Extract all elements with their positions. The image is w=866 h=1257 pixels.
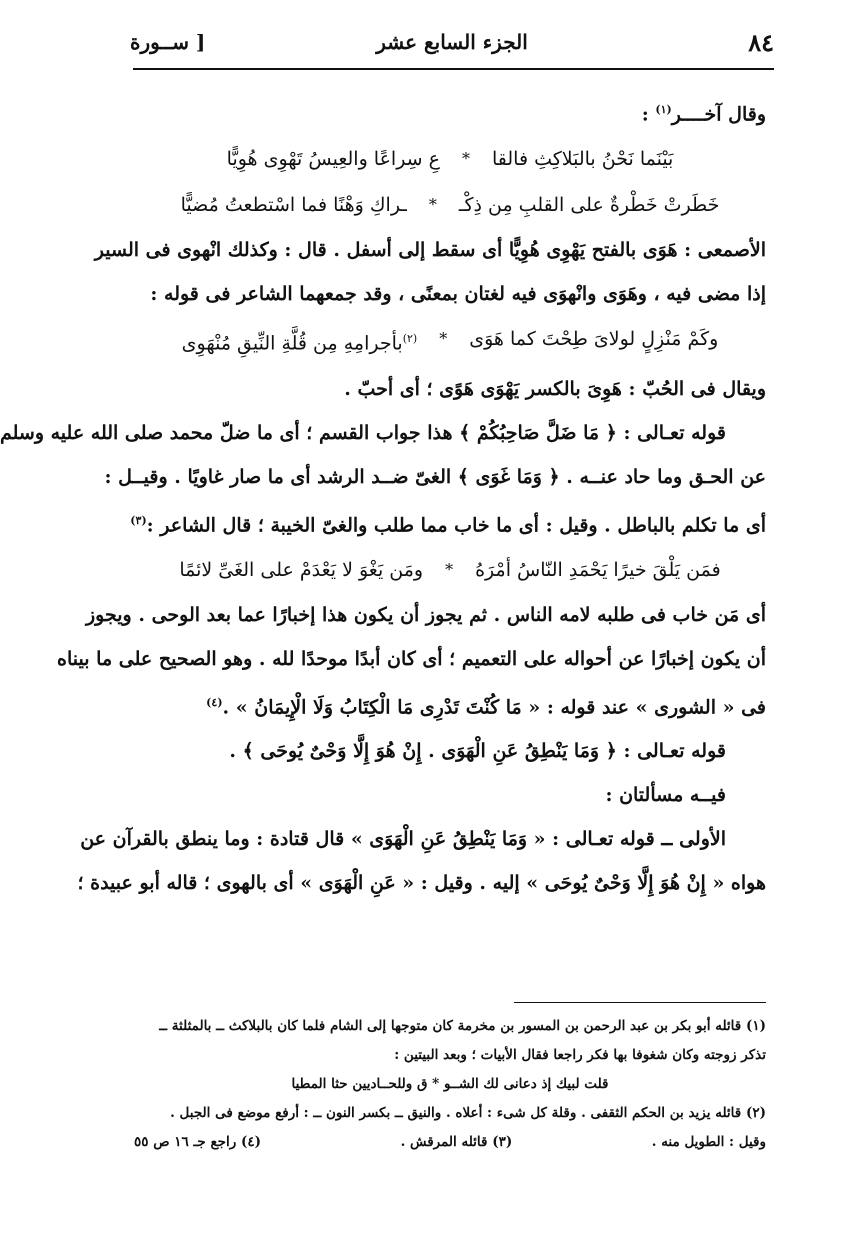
- verse-separator: *: [461, 149, 470, 169]
- part-title: الجزء السابع عشر: [376, 30, 528, 54]
- footnote-ref-4: (٤): [206, 695, 223, 709]
- footnotes: [134, 1012, 766, 1157]
- footnote-1-line: (١) قائله أبو بكر بن عبد الرحمن بن المسور بن مخرمة كان متوجها إلى الشام فلما كان بالبلاكث ــ بالمثلثة ــ: [159, 1018, 766, 1034]
- footnote-2-line: (٢) قائله يزيد بن الحكم الثقفى . وقلة كل شىء : أعلاه . والنيق ــ بكسر النون ــ : أرفع موضع فى الجبل .: [170, 1105, 766, 1121]
- section-heading: فيــه مسألتان :: [605, 784, 726, 807]
- verse-2-hemistich-a: خَطَرتْ خَطْرةٌ على القلبِ مِن ذِكْـ: [458, 194, 720, 217]
- footnote-4: (٤) راجع جـ ١٦ ص ٥٥: [134, 1134, 262, 1150]
- page-number: ٨٤: [748, 28, 774, 57]
- paragraph-line: أن يكون إخبارًا عن أحواله على التعميم ؛ أى كان أبدًا موحدًا لله . وهو الصحيح على ما بيناه: [57, 647, 766, 670]
- verse-3-text-b: بأجرامِهِ مِن قُلَّةِ النِّيقِ مُنْهَوِى: [181, 332, 403, 355]
- paragraph-line: ويقال فى الحُبّ : هَوِىَ بالكسر يَهْوَى هَوًى ؛ أى أحبّ .: [344, 377, 766, 400]
- verse-4: [134, 547, 766, 593]
- paragraph-line: قوله تعـالى : ﴿ مَا ضَلَّ صَاحِبُكُمْ ﴾ هذا جواب القسم ؛ أى ما ضلّ محمد صلى الله عليه وسلم: [0, 421, 726, 444]
- verse-1-hemistich-b: عِ سِراعًا والعِيسُ تَهْوِى هُوِيًّا: [226, 148, 440, 171]
- verse-2-hemistich-b: ـراكِ وَهْنًا فما اسْتطعتُ مُضيًّا: [180, 194, 407, 217]
- paragraph-line: قوله تعـالى : ﴿ وَمَا يَنْطِقُ عَنِ الْهَوَى . إِنْ هُوَ إِلَّا وَحْىٌ يُوحَى ﴾ .: [229, 740, 726, 763]
- footnote-ref-3: (٣): [130, 513, 147, 527]
- paragraph-line: الأولى ــ قوله تعـالى : « وَمَا يَنْطِقُ عَنِ الْهَوَى » قال قتادة : وما ينطق بالقرآن عن: [80, 828, 726, 851]
- verse-4-hemistich-b: ومَن يَغْوَ لا يَعْدَمْ على الغَىِّ لائمًا: [179, 558, 424, 581]
- verse-2: [134, 182, 766, 228]
- paragraph-line: [134, 681, 766, 729]
- intro-line: [134, 88, 766, 136]
- verse-separator: *: [428, 195, 437, 215]
- verse-1-hemistich-a: بَيْنَما نَحْنُ بالبَلاكِثِ فالقا: [491, 148, 674, 171]
- header-rule: [133, 68, 774, 70]
- paragraph-line: أى مَن خاب فى طلبه لامه الناس . ثم يجوز أن يكون هذا إخبارًا عما بعد الوحى . ويجوز: [86, 603, 766, 626]
- verse-3-hemistich-b: [182, 316, 418, 366]
- verse-1: [134, 136, 766, 182]
- footnote-ref-2: (٢): [402, 332, 418, 346]
- paragraph-line: [130, 499, 766, 547]
- verse-separator: *: [439, 329, 448, 349]
- footnote-3: (٣) قائله المرقش .: [400, 1134, 513, 1150]
- surah-label: [ ســورة: [130, 30, 206, 54]
- verse-3: [134, 316, 766, 366]
- paragraph-line: الأصمعى : هَوَى بالفتح يَهْوِى هُوِيًّا أى سقط إلى أسفل . قال : وكذلك انْهوى فى السير: [94, 239, 766, 262]
- footnote-ref-1: (١): [655, 103, 672, 116]
- paragraph-text: فى « الشورى » عند قوله : « مَا كُنْتَ تَدْرِى مَا الْكِتَابُ وَلَا الْإِيمَانُ » .: [222, 696, 766, 719]
- paragraph-line: هواه « إِنْ هُوَ إِلَّا وَحْىٌ يُوحَى » إليه . وقيل : « عَنِ الْهَوَى » أى بالهوى ؛ قاله أبو عبيدة ؛: [77, 872, 766, 895]
- intro-poet: وقال آخــــر: [671, 103, 766, 126]
- footnote-last-line: [134, 1128, 766, 1157]
- verse-separator: *: [445, 559, 454, 579]
- intro-colon: :: [641, 103, 649, 126]
- verse-4-hemistich-a: فمَن يَلْقَ خيرًا يَحْمَدِ النّاسُ أمْرَهُ: [475, 558, 721, 581]
- footnote-2-line-end: وقيل : الطويل منه .: [651, 1134, 766, 1150]
- page-header: [130, 28, 774, 64]
- footnote-1-verse: قلت لبيك إذ دعانى لك الشــو * ق وللحــاديين حثا المطيا: [291, 1076, 609, 1092]
- main-text: [0, 88, 766, 905]
- verse-3-hemistich-a: وكَمْ مَنْزِلٍ لولاىَ طِحْتَ كما هَوَى: [469, 328, 719, 351]
- paragraph-line: إذا مضى فيه ، وهَوَى وانْهوَى فيه لغتان بمعنًى ، وقد جمعهما الشاعر فى قوله :: [150, 283, 766, 306]
- footnote-rule: [514, 1002, 766, 1003]
- paragraph-line: عن الحـق وما حاد عنــه . ﴿ وَمَا غَوَى ﴾ الغىّ ضــد الرشد أى ما صار غاويًا . وقيــل :: [104, 465, 766, 488]
- footnote-1-line: تذكر زوجته وكان شغوفا بها فكر راجعا فقال الأبيات ؛ وبعد البيتين :: [394, 1047, 766, 1063]
- paragraph-text: أى ما تكلم بالباطل . وقيل : أى ما خاب مما طلب والغىّ الخيبة ؛ قال الشاعر :: [146, 513, 766, 536]
